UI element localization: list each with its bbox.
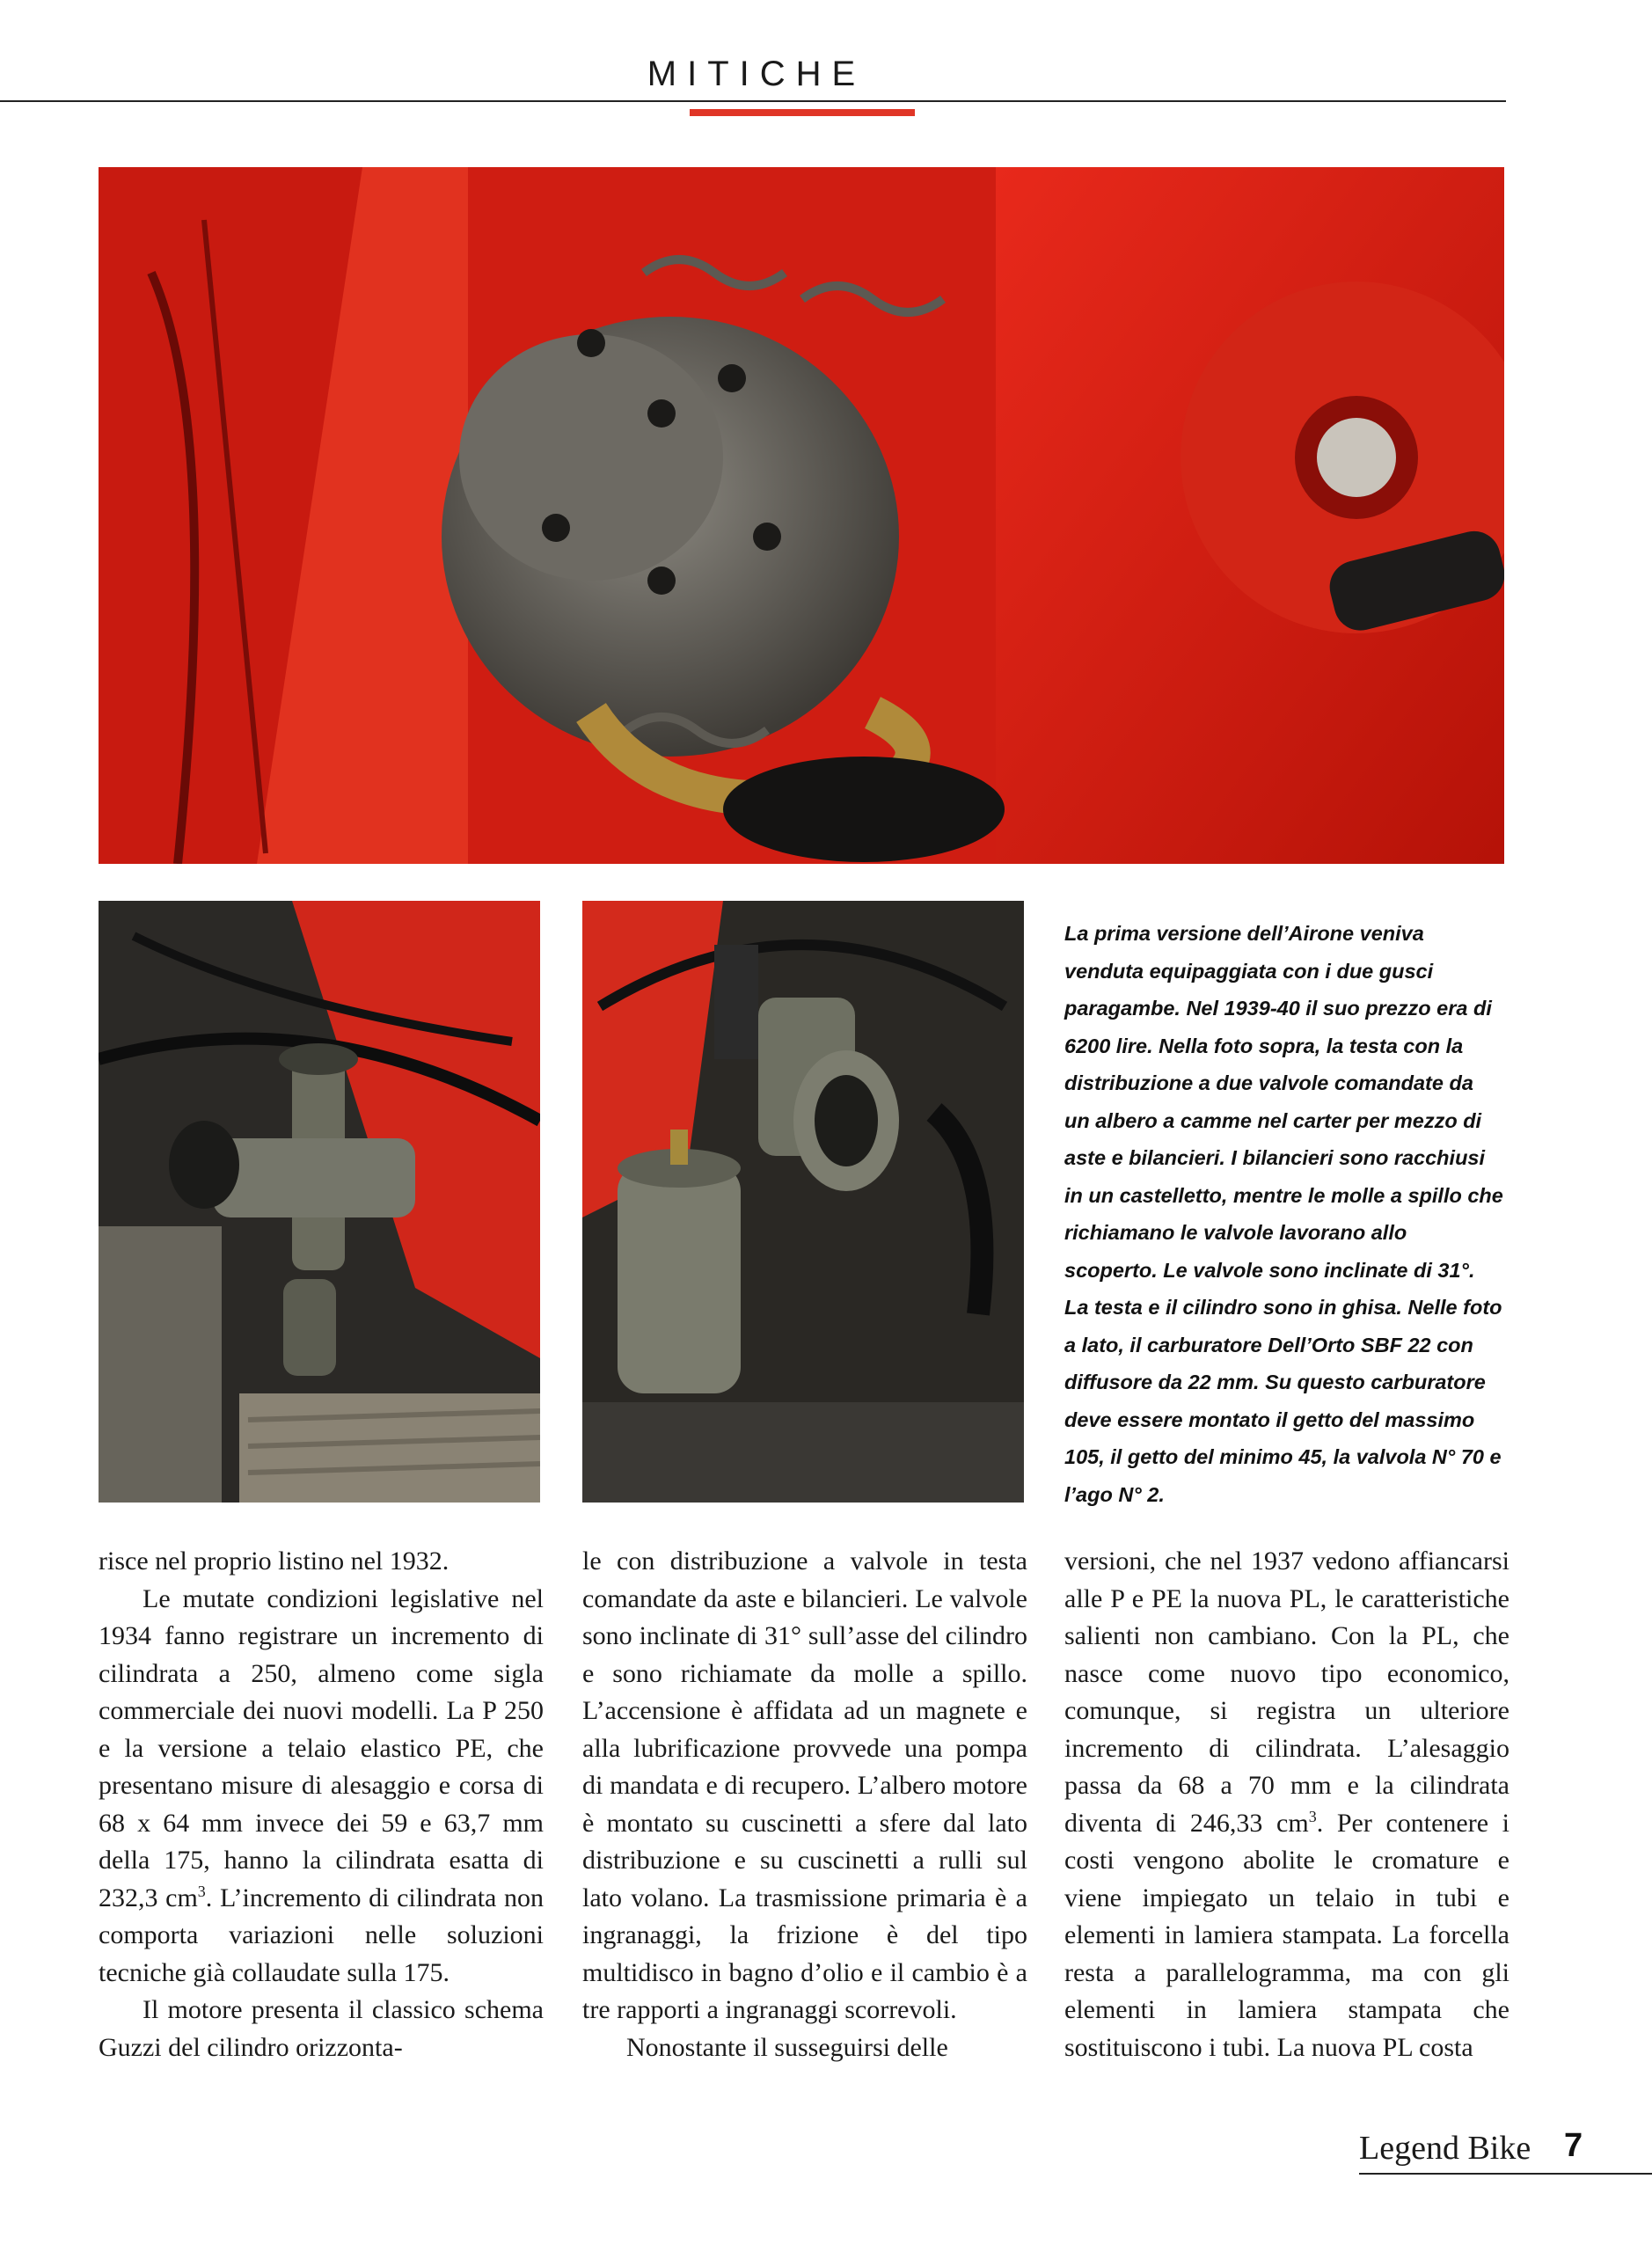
photo-caption: La prima versione dell’Airone veniva venduta equipaggiata con i due gusci paragambe. Nel 1939-40 il suo prezzo era di 6200 lire. Nella foto sopra, la testa con la distribuzione a due valvole comandate da un albero a camme nel carter per mezzo di aste e bilancieri. I bilancieri sono racchiusi in un castelletto, mentre le molle a spillo che richiamano le valvole lavorano allo scoperto. Le valvole sono inclinate di 31°. La testa e il cilindro sono in ghisa. Nelle foto a lato, il carburatore Dell’Orto SBF 22 con diffusore da 22 mm. Su questo carburatore deve essere montato il getto del massimo 105, il getto del minimo 45, la valvola N° 70 e l’ago N° 2. — [1064, 922, 1503, 1506]
footer-divider — [1359, 2173, 1652, 2175]
carburetor-photo-left — [99, 901, 540, 1503]
header-divider — [0, 100, 1506, 102]
paragraph: Nonostante il susseguirsi delle — [626, 2032, 948, 2062]
body-column-2 — [582, 1543, 1027, 2066]
paragraph: Le mutate condizioni legislative nel 1934 fanno registrare un incremento di cilindrata a 250, almeno come sigla commerciale dei nuovi modelli. La P 250 e la versione a telaio elastico PE, che presentano misure di alesaggio e corsa di 68 x 64 mm invece dei 59 e 63,7 mm della 175, hanno la cilindrata esatta di 232,3 $cm^3$. L’incremento di cilindrata non comporta variazioni nelle soluzioni tecniche già collaudate sulla 175. — [99, 1583, 544, 1987]
paragraph: Il motore presenta il classico schema Guzzi del cilindro orizzonta- — [99, 1995, 544, 2062]
paragraph: le con distribuzione a valvole in testa comandate da aste e bilancieri. Le valvole sono inclinate di 31° sull’asse del cilindro e sono richiamate da molle a spillo. L’accensione è affidata ad un magnete e alla lubrificazione provvede una pompa di mandata e di recupero. L’albero motore è montato su cuscinetti a sfere dal lato distribuzione e su cuscinetti a rulli sul lato volano. La trasmissione primaria è a ingranaggi, la frizione è del tipo multidisco in bagno d’olio e il cambio è a tre rapporti a ingranaggi scorrevoli. — [582, 1546, 1027, 2024]
section-title: MITICHE — [647, 55, 866, 93]
paragraph: versioni, che nel 1937 vedono affiancarsi alle P e PE la nuova PL, le caratteristiche salienti non cambiano. Con la PL, che nasce come nuovo tipo economico, comunque, si registra un ulteriore incremento di cilindrata. L’alesaggio passa da 68 a 70 mm e la cilindrata diventa di 246,33 $cm^3$. Per contenere i costi vengono abolite le cromature e viene impiegato un telaio in tubi e elementi in lamiera stampata. La forcella resta a parallelogramma, ma con gli elementi in lamiera stampata che sostituiscono i tubi. La nuova PL costa — [1064, 1546, 1509, 2062]
magazine-name: Legend Bike — [1359, 2130, 1531, 2167]
body-column-1 — [99, 1543, 544, 2066]
paragraph: risce nel proprio listino nel 1932. — [99, 1546, 450, 1576]
body-column-3 — [1064, 1543, 1509, 2066]
engine-head-photo — [99, 167, 1504, 864]
carburetor-photo-dellorto — [582, 901, 1024, 1503]
page-number: 7 — [1564, 2127, 1583, 2164]
section-accent-bar — [690, 109, 915, 116]
